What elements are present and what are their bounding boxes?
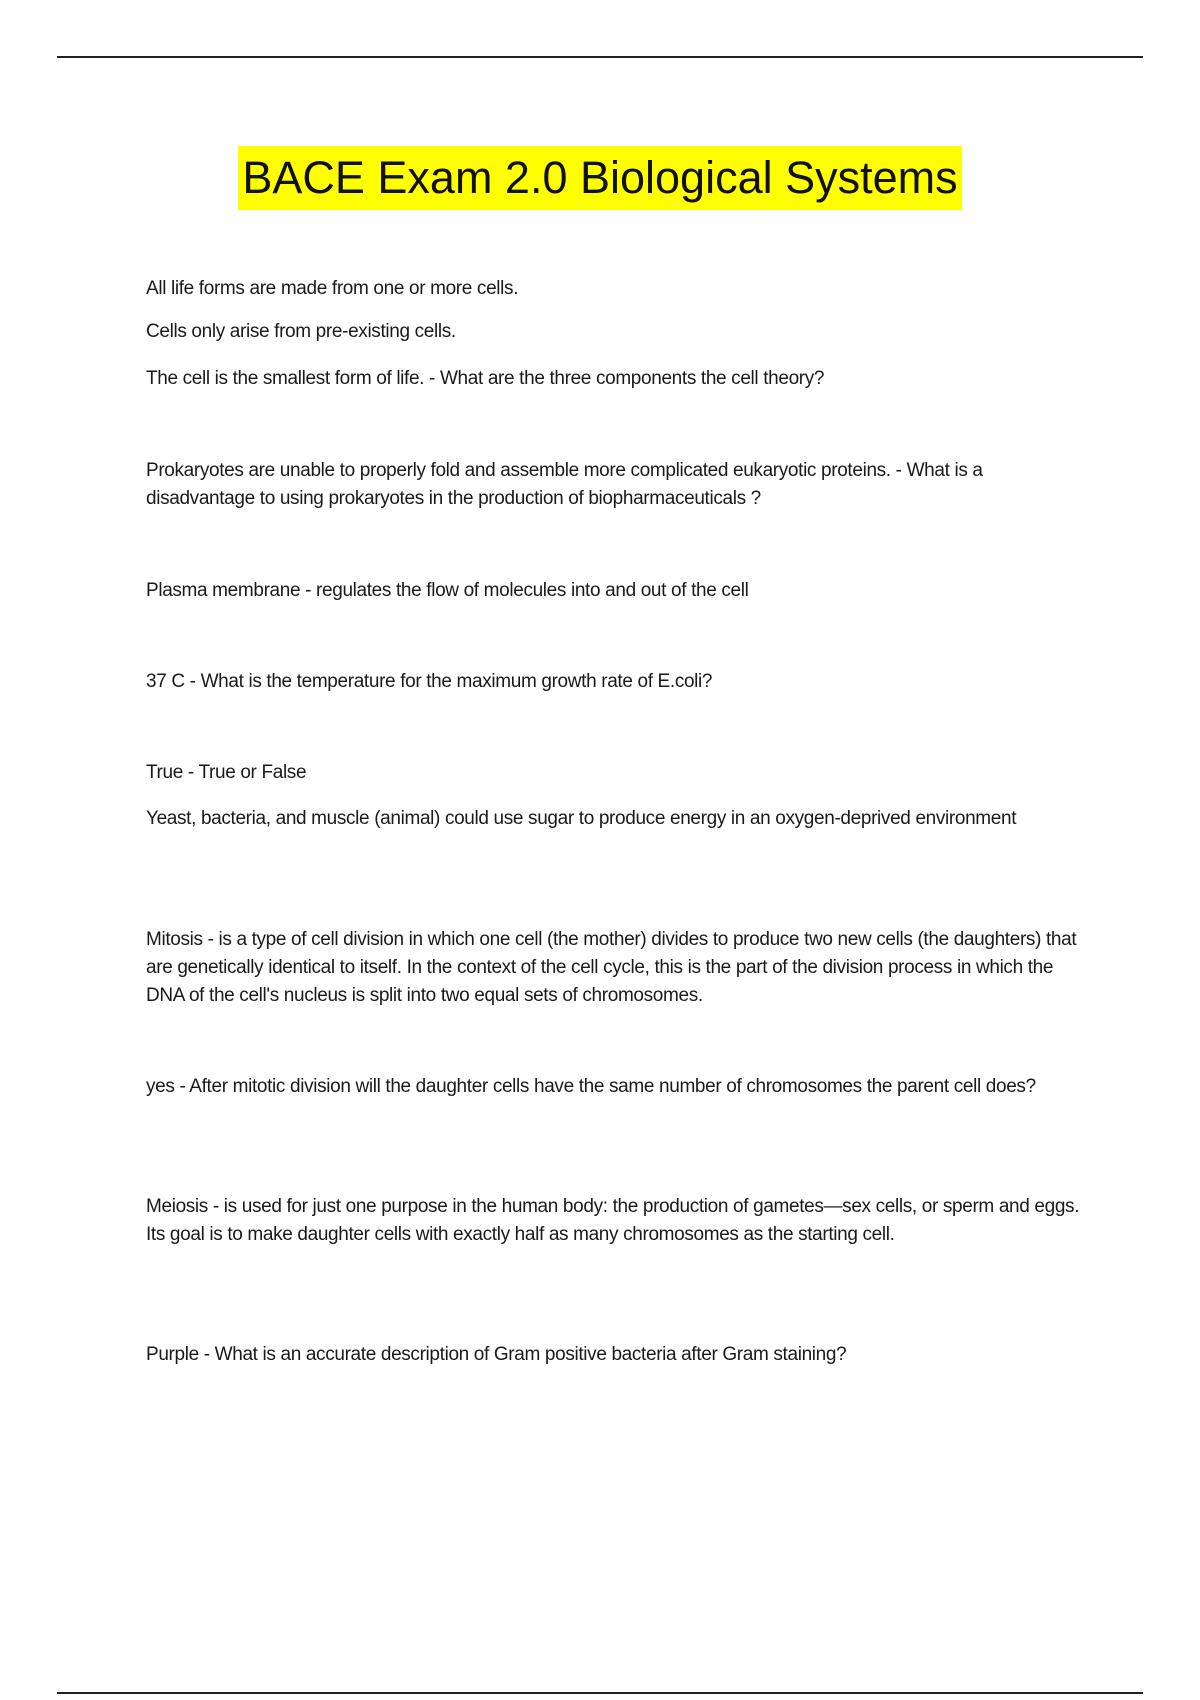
paragraph-cell-theory-3: The cell is the smallest form of life. - What are the three components the cell theory? (146, 368, 825, 389)
paragraph-cell-theory-1: All life forms are made from one or more cells. (146, 278, 519, 299)
paragraph-cell-theory-2: Cells only arise from pre-existing cells. (146, 321, 456, 342)
paragraph-mitosis: Mitosis - is a type of cell division in which one cell (the mother) divides to produce two new cells (the daughters) that are genetically identical to itself. In the context of the cell cycle, this is the part of the division process in which the DNA of the cell's nucleus is split into two equal sets of chromosomes. (146, 929, 1077, 1006)
paragraph-true-false: True - True or False (146, 762, 307, 783)
footer-rule (57, 1692, 1143, 1694)
paragraph-mitotic-division: yes - After mitotic division will the daughter cells have the same number of chromosomes the parent cell does? (146, 1076, 1036, 1097)
paragraph-meiosis: Meiosis - is used for just one purpose in the human body: the production of gametes—sex cells, or sperm and eggs. Its goal is to make daughter cells with exactly half as many chromosomes as the starting cell. (146, 1196, 1080, 1245)
paragraph-prokaryotes: Prokaryotes are unable to properly fold and assemble more complicated eukaryotic proteins. - What is a disadvantage to using prokaryotes in the production of biopharmaceuticals ? (146, 460, 983, 509)
paragraph-anaerobic: Yeast, bacteria, and muscle (animal) could use sugar to produce energy in an oxygen-deprived environment (146, 808, 1017, 829)
paragraph-plasma-membrane: Plasma membrane - regulates the flow of molecules into and out of the cell (146, 580, 749, 601)
document-title: BACE Exam 2.0 Biological Systems (238, 146, 961, 210)
paragraph-ecoli-temperature: 37 C - What is the temperature for the maximum growth rate of E.coli? (146, 671, 713, 692)
header-rule (57, 56, 1143, 58)
paragraph-gram-staining: Purple - What is an accurate description of Gram positive bacteria after Gram staining? (146, 1344, 847, 1365)
title-wrap (0, 146, 1200, 210)
